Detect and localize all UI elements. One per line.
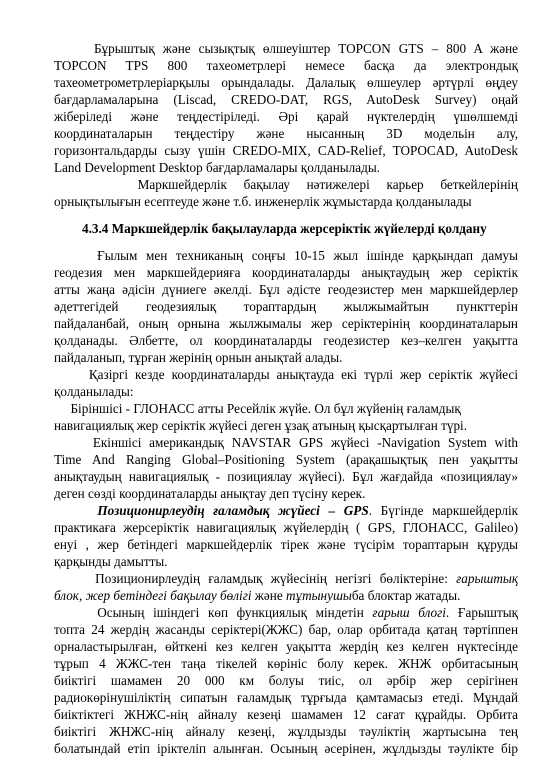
text-line bbox=[54, 349, 518, 366]
text-line bbox=[54, 672, 518, 689]
text-segment: орнықтылығын есептеуде және т.б. инженерлік жұмыстарда қолданылады bbox=[54, 194, 472, 209]
text-segment: қолданылады: bbox=[54, 384, 134, 399]
text-line bbox=[54, 91, 518, 108]
text-line bbox=[54, 740, 518, 757]
text-segment bbox=[54, 503, 97, 518]
text-line bbox=[54, 655, 518, 672]
text-line bbox=[54, 451, 518, 468]
text-segment: пайдаланбай, оның орнына жылжымалы жер серіктерінің координаталарын bbox=[54, 316, 518, 331]
text-segment: жіберіледі және теңдестіріледі. Әрі қарай нүктелердің үшөлшемді bbox=[54, 109, 518, 124]
text-segment: болатындай етіп іріктеліп алынған. Осының әсерінен, жұлдызды тәулікте бір bbox=[54, 741, 518, 756]
text-line bbox=[54, 264, 518, 281]
text-segment: биіктігі ЖНЖС-нің айналу кезеңі, жұлдызды тәуліктің жартысына тең bbox=[54, 724, 518, 739]
text-line bbox=[54, 108, 518, 125]
text-segment: Time And Ranging Global–Positioning System (арақашықтық пен уақытты bbox=[54, 452, 518, 467]
text-line bbox=[54, 434, 518, 451]
text-segment: енуі , жер бетіндегі маркшейдерлік тірек және түсірім тораптарын құруды bbox=[54, 537, 518, 552]
emphasized-text: тұтынушы bbox=[285, 588, 352, 603]
text-line bbox=[54, 536, 518, 553]
text-segment: Екіншісі американдық NAVSTAR GPS жүйесі -Navigation System with bbox=[54, 435, 518, 450]
text-segment: горизонтальдарды сызу үшін CREDO-MIX, CAD-Relief, TOPOCAD, AutoDesk bbox=[54, 143, 518, 158]
text-segment: деген сөзді координаталарды анықтау деп түсіну керек. bbox=[54, 486, 366, 501]
text-line bbox=[54, 621, 518, 638]
text-segment: Land Development Desktop бағдарламалары қолданылады. bbox=[54, 160, 380, 175]
text-line bbox=[54, 193, 518, 210]
text-line bbox=[54, 723, 518, 740]
text-line bbox=[54, 281, 518, 298]
text-line bbox=[54, 142, 518, 159]
text-segment: анықтаудың навигациялық - позициялау жүйесі). Бұл жағдайда «позициялау» bbox=[54, 469, 518, 484]
emphasized-text: Позиционирлеудің ғаламдық жүйесі – GPS bbox=[97, 503, 369, 518]
text-segment: Осының ішіндегі көп функциялық міндетін bbox=[54, 605, 373, 620]
text-segment: Позиционирлеудің ғаламдық жүйесінің негізгі бөліктеріне: bbox=[54, 571, 457, 586]
text-line bbox=[54, 400, 518, 417]
emphasized-text: ғарыш блогі bbox=[372, 605, 446, 620]
text-segment: TOPCON TPS 800 тахеометрлері немесе басқа да электрондық bbox=[54, 58, 518, 73]
text-line bbox=[54, 247, 518, 264]
text-line bbox=[54, 519, 518, 536]
text-segment: радиокөрінушіліктің сипатын ғаламдық тұрғыда қамтамасыз етеді. Мұндай bbox=[54, 690, 518, 705]
text-segment: қолданады. Әлбетте, ол координаталарды геодезистер кез–келген уақытта bbox=[54, 333, 518, 348]
text-line bbox=[54, 176, 518, 193]
text-segment: тұрып 4 ЖЖС-тен таңа тікелей көрініс болу керек. ЖНЖ орбитасының bbox=[54, 656, 518, 671]
text-line bbox=[54, 706, 518, 723]
text-line bbox=[54, 570, 518, 587]
text-segment: орналастырылған, өйткені кез келген уақытта жердің кез келген нүктесінде bbox=[54, 639, 518, 654]
emphasized-text: ғарыштық bbox=[456, 571, 518, 586]
text-line bbox=[54, 298, 518, 315]
text-line bbox=[54, 332, 518, 349]
text-segment: топта 24 жердің жасанды серіктері(ЖЖС) бар, олар орбитада қатаң тәртіппен bbox=[54, 622, 518, 637]
text-line bbox=[54, 689, 518, 706]
text-segment: биіктігі шамамен 20 000 км болуы тиіс, ол әрбір жер серігінен bbox=[54, 673, 518, 688]
text-line bbox=[54, 502, 518, 519]
text-segment: . Бүгінде маркшейдерлік bbox=[368, 503, 518, 518]
text-segment: тахеометрометрлеріарқылы орындалады. Далалық өлшеулер әртүрлі өңдеу bbox=[54, 75, 518, 90]
text-segment: практикаға жерсеріктік навигациялық жүйелердің ( GPS, ГЛОНАСС, Galileo) bbox=[54, 520, 518, 535]
text-segment: Қазіргі кезде координаталарды анықтауда екі түрлі жер серіктік жүйесі bbox=[54, 367, 518, 382]
text-segment: ба блоктар жатады. bbox=[351, 588, 461, 603]
text-segment: Ғылым мен техниканың соңғы 10-15 жыл ішінде қарқындап дамуы bbox=[54, 248, 518, 263]
text-line bbox=[54, 40, 518, 57]
text-line bbox=[54, 57, 518, 74]
text-segment: Бұрыштық және сызықтық өлшеуіштер TOPCON GTS – 800 A және bbox=[54, 41, 518, 56]
text-line bbox=[54, 638, 518, 655]
section-heading bbox=[82, 220, 522, 237]
text-segment: геодезия мен маркшейдерияға координаталарды анықтаудың жер серіктік bbox=[54, 265, 518, 280]
text-segment: навигациялық жер серіктік жүйесі деген ұзақ атының қысқартылған түрі. bbox=[54, 418, 468, 433]
text-segment: Біріншісі - ГЛОНАСС атты Ресейлік жүйе. Ол бұл жүйенің ғаламдық bbox=[54, 401, 461, 416]
text-segment: әдеттегідей геодезиялық тораптардың жылжымайтын пункттерін bbox=[54, 299, 518, 314]
text-segment: Маркшейдерлік бақылау нәтижелері карьер беткейлерінің bbox=[54, 177, 518, 192]
text-segment: . Ғарыштық bbox=[445, 605, 518, 620]
text-line bbox=[54, 587, 518, 604]
text-line bbox=[54, 159, 518, 176]
text-segment: координаталарын теңдестіру және нысанның 3D модельін алу, bbox=[54, 126, 518, 141]
text-segment: және bbox=[251, 588, 286, 603]
text-segment: биіктіктегі ЖНЖС-нің айналу кезеңі шамамен 12 сағат құрайды. Орбита bbox=[54, 707, 518, 722]
text-line bbox=[54, 417, 518, 434]
text-segment: бағдарламаларына (Liscad, CREDO-DAT, RGS, AutoDesk Survey) оңай bbox=[54, 92, 518, 107]
text-line bbox=[54, 468, 518, 485]
text-line bbox=[54, 383, 518, 400]
text-line bbox=[54, 553, 518, 570]
text-segment: атты жаңа әдісін дүниеге әкелді. Бұл әдісте геодезистер мен маркшейдерлер bbox=[54, 282, 518, 297]
text-line bbox=[54, 366, 518, 383]
emphasized-text: блок, жер бетіндегі бақылау бөлігі bbox=[54, 588, 252, 603]
text-segment: пайдаланып, тұрған жерінің орнын анықтай алады. bbox=[54, 350, 343, 365]
text-line bbox=[54, 74, 518, 91]
text-line bbox=[54, 315, 518, 332]
text-segment: 4.3.4 Маркшейдерлік бақылауларда жерсеріктік жүйелерді қолдану bbox=[82, 221, 487, 236]
text-line bbox=[54, 125, 518, 142]
text-line bbox=[54, 604, 518, 621]
text-segment: қарқынды дамытты. bbox=[54, 554, 168, 569]
text-line bbox=[54, 485, 518, 502]
